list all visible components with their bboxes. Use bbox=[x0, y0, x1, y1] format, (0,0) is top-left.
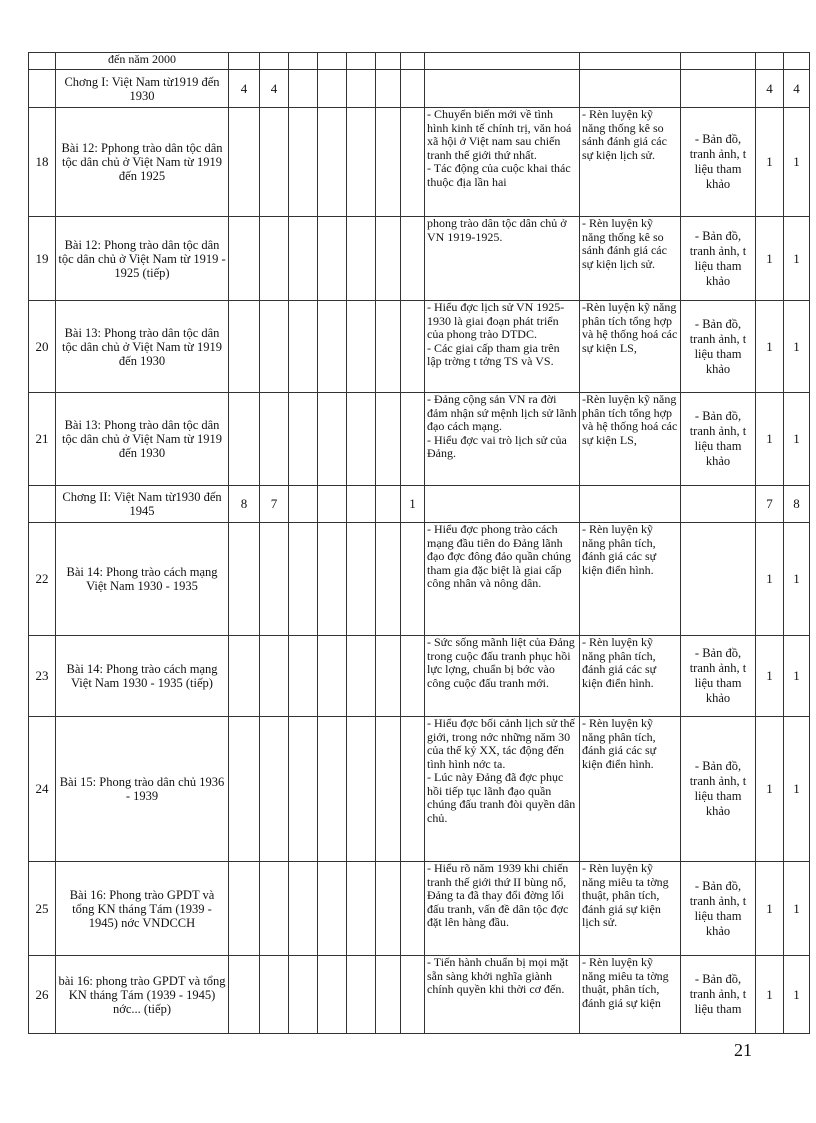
lesson-objectives: - Tiến hành chuẩn bị mọi mặt sẵn sàng khởi nghĩa giành chính quyền khi thời cơ đến. bbox=[425, 956, 580, 1034]
lesson-objectives: - Hiểu đợc bối cảnh lịch sử thế giới, trong nớc những năm 30 của thế kỷ XX, tác động đến tình hình nớc ta. - Lúc này Đảng đã đợc phục hồi tiếp tục lãnh đạo quần chúng đấu tranh đòi quyền dân chủ. bbox=[425, 717, 580, 862]
chapter-title: Chơng I: Việt Nam từ1919 đến 1930 bbox=[56, 70, 229, 108]
lesson-objectives: phong trào dân tộc dân chủ ở VN 1919-1925. bbox=[425, 217, 580, 301]
lesson-row: 22 Bài 14: Phong trào cách mạng Việt Nam 1930 - 1935 - Hiểu đợc phong trào cách mạng đầu tiên do Đảng lãnh đạo đợc đông đảo quần chúng tham gia đặc biệt là giai cấp công nhân và nông dân. - Rèn luyện kỹ năng phân tích, đánh giá các sự kiện điển hình. 1 1 bbox=[29, 523, 810, 636]
lesson-skills: - Rèn luyện kỹ năng phân tích, đánh giá các sự kiện điển hình. bbox=[580, 717, 681, 862]
lesson-row: 21 Bài 13: Phong trào dân tộc dân tộc dân chủ ở Việt Nam từ 1919 đến 1930 - Đảng cộng sản VN ra đời đảm nhận sứ mệnh lịch sử lãnh đạo cách mạng. - Hiểu đợc vai trò lịch sử của Đảng. -Rèn luyện kỹ năng phân tích tổng hợp và hệ thống hoá các sự kiện LS, - Bản đồ, tranh ảnh, t liệu tham khảo 1 1 bbox=[29, 393, 810, 486]
lesson-materials: - Bản đồ, tranh ảnh, t liệu tham khảo bbox=[681, 217, 756, 301]
lesson-skills: - Rèn luyện kỹ năng miêu ta tờng thuật, phân tích, đánh giá sự kiện lịch sử. bbox=[580, 862, 681, 956]
lesson-number: 25 bbox=[29, 862, 56, 956]
lesson-title: Bài 14: Phong trào cách mạng Việt Nam 1930 - 1935 bbox=[56, 523, 229, 636]
lesson-objectives: - Sức sống mãnh liệt của Đảng trong cuộc đấu tranh phục hồi lực lợng, chuẩn bị bớc vào công cuộc đấu tranh mới. bbox=[425, 636, 580, 717]
lesson-row: 19 Bài 12: Phong trào dân tộc dân tộc dân chủ ở Việt Nam từ 1919 - 1925 (tiếp) phong trào dân tộc dân chủ ở VN 1919-1925. - Rèn luyện kỹ năng thống kê so sánh đánh giá các sự kiện lịch sử. - Bản đồ, tranh ảnh, t liệu tham khảo 1 1 bbox=[29, 217, 810, 301]
lesson-skills: - Rèn luyện kỹ năng thống kê so sánh đánh giá các sự kiện lịch sử. bbox=[580, 217, 681, 301]
lesson-number: 22 bbox=[29, 523, 56, 636]
curriculum-table bbox=[28, 52, 810, 1034]
lesson-row: 20 Bài 13: Phong trào dân tộc dân tộc dân chủ ở Việt Nam từ 1919 đến 1930 - Hiểu đợc lịch sử VN 1925-1930 là giai đoạn phát triển của phong trào DTDC. - Các giai cấp tham gia trên lập trờng t tởng TS và VS. -Rèn luyện kỹ năng phân tích tổng hợp và hệ thống hoá các sự kiện LS, - Bản đồ, tranh ảnh, t liệu tham khảo 1 1 bbox=[29, 301, 810, 393]
lesson-materials: - Bản đồ, tranh ảnh, t liệu tham khảo bbox=[681, 393, 756, 486]
lesson-skills: -Rèn luyện kỹ năng phân tích tổng hợp và hệ thống hoá các sự kiện LS, bbox=[580, 301, 681, 393]
lesson-skills: - Rèn luyện kỹ năng phân tích, đánh giá các sự kiện điển hình. bbox=[580, 636, 681, 717]
lesson-number: 26 bbox=[29, 956, 56, 1034]
lesson-materials: - Bản đồ, tranh ảnh, t liệu tham khảo bbox=[681, 108, 756, 217]
lesson-row: 24 Bài 15: Phong trào dân chủ 1936 - 1939 - Hiểu đợc bối cảnh lịch sử thế giới, trong nớc những năm 30 của thế kỷ XX, tác động đến tình hình nớc ta. - Lúc này Đảng đã đợc phục hồi tiếp tục lãnh đạo quần chúng đấu tranh đòi quyền dân chủ. - Rèn luyện kỹ năng phân tích, đánh giá các sự kiện điển hình. - Bản đồ, tranh ảnh, t liệu tham khảo 1 1 bbox=[29, 717, 810, 862]
lesson-row: 26 bài 16: phong trào GPDT và tổng KN tháng Tám (1939 - 1945) nớc... (tiếp) - Tiến hành chuẩn bị mọi mặt sẵn sàng khởi nghĩa giành chính quyền khi thời cơ đến. - Rèn luyện kỹ năng miêu ta tờng thuật, phân tích, đánh giá sự kiện - Bản đồ, tranh ảnh, t liệu tham 1 1 bbox=[29, 956, 810, 1034]
lesson-skills: - Rèn luyện kỹ năng miêu ta tờng thuật, phân tích, đánh giá sự kiện bbox=[580, 956, 681, 1034]
page-number: 21 bbox=[734, 1040, 752, 1060]
lesson-skills: - Rèn luyện kỹ năng thống kê so sánh đánh giá các sự kiện lịch sử. bbox=[580, 108, 681, 217]
lesson-materials: - Bản đồ, tranh ảnh, t liệu tham khảo bbox=[681, 717, 756, 862]
lesson-materials: - Bản đồ, tranh ảnh, t liệu tham khảo bbox=[681, 636, 756, 717]
lesson-number: 21 bbox=[29, 393, 56, 486]
lesson-title: Bài 15: Phong trào dân chủ 1936 - 1939 bbox=[56, 717, 229, 862]
lesson-row: 23 Bài 14: Phong trào cách mạng Việt Nam 1930 - 1935 (tiếp) - Sức sống mãnh liệt của Đảng trong cuộc đấu tranh phục hồi lực lợng, chuẩn bị bớc vào công cuộc đấu tranh mới. - Rèn luyện kỹ năng phân tích, đánh giá các sự kiện điển hình. - Bản đồ, tranh ảnh, t liệu tham khảo 1 1 bbox=[29, 636, 810, 717]
lesson-materials: - Bản đồ, tranh ảnh, t liệu tham khảo bbox=[681, 301, 756, 393]
chapter-title: Chơng II: Việt Nam từ1930 đến 1945 bbox=[56, 486, 229, 523]
lesson-title: Bài 12: Phong trào dân tộc dân tộc dân chủ ở Việt Nam từ 1919 - 1925 (tiếp) bbox=[56, 217, 229, 301]
lesson-skills: -Rèn luyện kỹ năng phân tích tổng hợp và hệ thống hoá các sự kiện LS, bbox=[580, 393, 681, 486]
lesson-objectives: - Hiểu đợc phong trào cách mạng đầu tiên do Đảng lãnh đạo đợc đông đảo quần chúng tham gia đặc biệt là giai cấp công nhân và nông dân. bbox=[425, 523, 580, 636]
continuation-row bbox=[29, 53, 810, 70]
lesson-number: 20 bbox=[29, 301, 56, 393]
lesson-title: Bài 13: Phong trào dân tộc dân tộc dân chủ ở Việt Nam từ 1919 đến 1930 bbox=[56, 301, 229, 393]
lesson-number: 24 bbox=[29, 717, 56, 862]
chapter-row: Chơng I: Việt Nam từ1919 đến 1930 4 4 4 4 bbox=[29, 70, 810, 108]
lesson-row: 18 Bài 12: Pphong trào dân tộc dân tộc dân chủ ở Việt Nam từ 1919 đến 1925 - Chuyển biến mới về tình hình kinh tế chính trị, văn hoá xã hội ở Việt nam sau chiến tranh thế giới thứ nhất. - Tác động của cuộc khai thác thuộc địa lần hai - Rèn luyện kỹ năng thống kê so sánh đánh giá các sự kiện lịch sử. - Bản đồ, tranh ảnh, t liệu tham khảo 1 1 bbox=[29, 108, 810, 217]
lesson-materials: - Bản đồ, tranh ảnh, t liệu tham bbox=[681, 956, 756, 1034]
lesson-skills: - Rèn luyện kỹ năng phân tích, đánh giá các sự kiện điển hình. bbox=[580, 523, 681, 636]
lesson-materials bbox=[681, 523, 756, 636]
lesson-row: 25 Bài 16: Phong trào GPDT và tổng KN tháng Tám (1939 - 1945) nớc VNDCCH - Hiểu rõ năm 1939 khi chiến tranh thế giới thứ II bùng nổ, Đảng ta đã thay đổi đờng lối đấu tranh, vấn đề dân tộc đợc đặt lên hàng đầu. - Rèn luyện kỹ năng miêu ta tờng thuật, phân tích, đánh giá sự kiện lịch sử. - Bản đồ, tranh ảnh, t liệu tham khảo 1 1 bbox=[29, 862, 810, 956]
lesson-objectives: - Đảng cộng sản VN ra đời đảm nhận sứ mệnh lịch sử lãnh đạo cách mạng. - Hiểu đợc vai trò lịch sử của Đảng. bbox=[425, 393, 580, 486]
lesson-title: bài 16: phong trào GPDT và tổng KN tháng Tám (1939 - 1945) nớc... (tiếp) bbox=[56, 956, 229, 1034]
lesson-title: Bài 12: Pphong trào dân tộc dân tộc dân chủ ở Việt Nam từ 1919 đến 1925 bbox=[56, 108, 229, 217]
lesson-materials: - Bản đồ, tranh ảnh, t liệu tham khảo bbox=[681, 862, 756, 956]
lesson-objectives: - Hiểu đợc lịch sử VN 1925-1930 là giai đoạn phát triển của phong trào DTDC. - Các giai cấp tham gia trên lập trờng t tởng TS và VS. bbox=[425, 301, 580, 393]
lesson-title: Bài 14: Phong trào cách mạng Việt Nam 1930 - 1935 (tiếp) bbox=[56, 636, 229, 717]
lesson-title: Bài 13: Phong trào dân tộc dân tộc dân chủ ở Việt Nam từ 1919 đến 1930 bbox=[56, 393, 229, 486]
lesson-objectives: - Chuyển biến mới về tình hình kinh tế chính trị, văn hoá xã hội ở Việt nam sau chiến tranh thế giới thứ nhất. - Tác động của cuộc khai thác thuộc địa lần hai bbox=[425, 108, 580, 217]
lesson-objectives: - Hiểu rõ năm 1939 khi chiến tranh thế giới thứ II bùng nổ, Đảng ta đã thay đổi đờng lối đấu tranh, vấn đề dân tộc đợc đặt lên hàng đầu. bbox=[425, 862, 580, 956]
chapter-row: Chơng II: Việt Nam từ1930 đến 1945 8 7 1 7 8 bbox=[29, 486, 810, 523]
lesson-title: Bài 16: Phong trào GPDT và tổng KN tháng Tám (1939 - 1945) nớc VNDCCH bbox=[56, 862, 229, 956]
lesson-number: 18 bbox=[29, 108, 56, 217]
lesson-number: 19 bbox=[29, 217, 56, 301]
continuation-title: đến năm 2000 bbox=[56, 53, 229, 70]
lesson-number: 23 bbox=[29, 636, 56, 717]
